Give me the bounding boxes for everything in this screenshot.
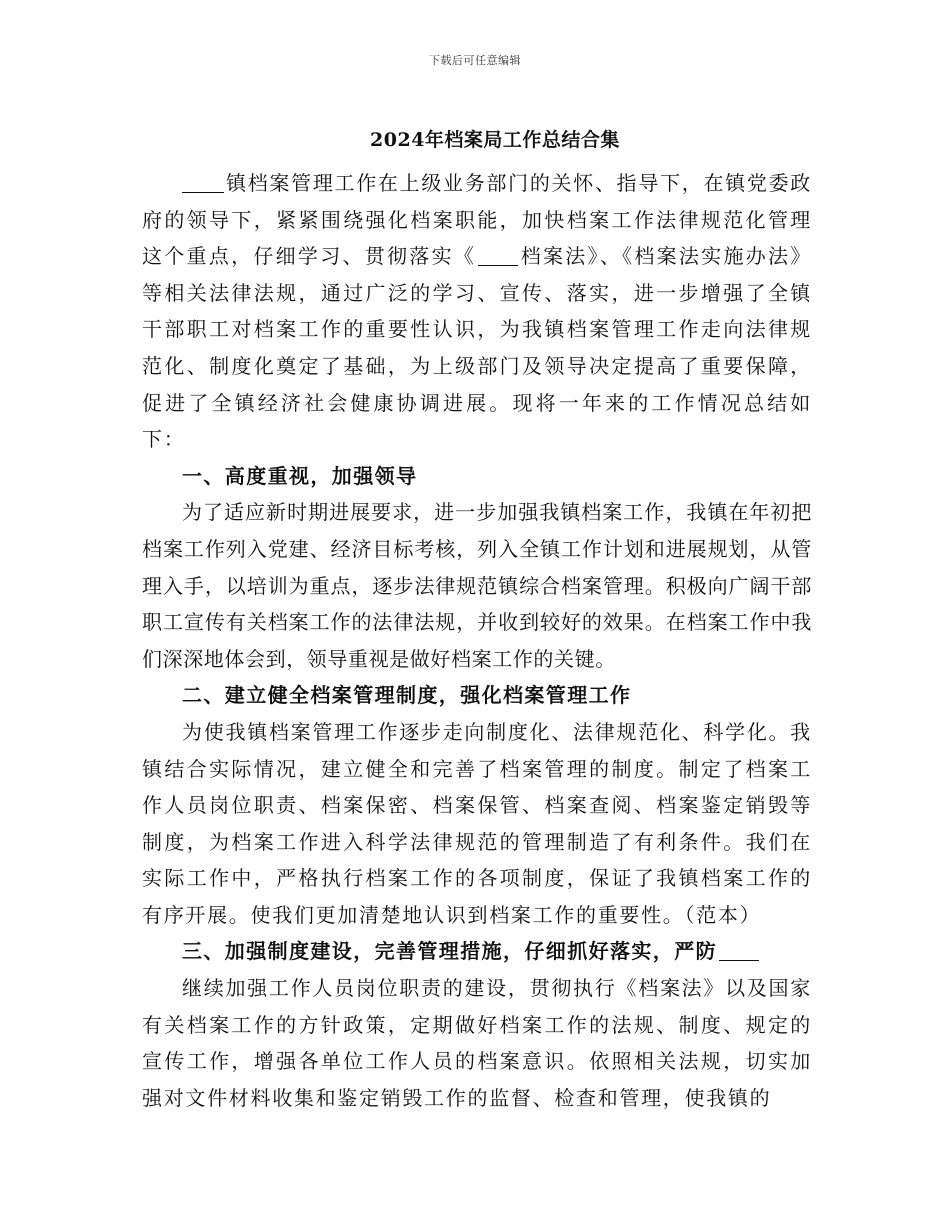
section-1-body: 为了适应新时期进展要求，进一步加强我镇档案工作，我镇在年初把档案工作列入党建、经济目标考核，列入全镇工作计划和进展规划，从管理入手，以培训为重点，逐步法律规范镇综合档案管理。积极向广阔干部职工宣传有关档案工作的法律法规，并收到较好的效果。在档案工作中我们深深地体会到，领导重视是做好档案工作的关键。 — [142, 500, 812, 671]
section-2-body: 为使我镇档案管理工作逐步走向制度化、法律规范化、科学化。我镇结合实际情况，建立健全和完善了档案管理的制度。制定了档案工作人员岗位职责、档案保密、档案保管、档案查阅、档案鉴定销毁等制度，为档案工作进入科学法律规范的管理制造了有利条件。我们在实际工作中，严格执行档案工作的各项制度，保证了我镇档案工作的有序开展。使我们更加清楚地认识到档案工作的重要性。（范本） — [142, 719, 812, 927]
blank-line — [182, 172, 224, 193]
header-note: 下载后可任意编辑 — [429, 54, 521, 67]
intro-paragraph — [142, 165, 812, 458]
intro-text-1: 镇档案管理工作在上级业务部门的关怀、指导下，在镇党委政府的领导下，紧紧围绕强化档案职能，加快档案工作法律规范化管理这个重点，仔细学习、贯彻落实《 — [142, 171, 812, 269]
section-2-heading: 二、建立健全档案管理制度，强化档案管理工作 — [182, 683, 632, 708]
section-3-heading — [142, 933, 812, 970]
section-3-heading-text: 三、加强制度建设，完善管理措施，仔细抓好落实，严防 — [182, 939, 717, 964]
document-body — [142, 165, 812, 1116]
blank-line — [478, 245, 518, 266]
document-title: 2024年档案局工作总结合集 — [370, 129, 620, 151]
section-1-heading: 一、高度重视，加强领导 — [182, 463, 418, 488]
blank-line — [719, 940, 759, 961]
intro-text-2: 档案法》、《档案法实施办法》等相关法律法规，通过广泛的学习、宣传、落实，进一步增强了全镇干部职工对档案工作的重要性认识，为我镇档案管理工作走向法律规范化、制度化奠定了基础，为上级部门及领导决定提高了重要保障，促进了全镇经济社会健康协调进展。现将一年来的工作情况总结如下： — [142, 244, 812, 452]
section-3-body: 继续加强工作人员岗位职责的建设，贯彻执行《档案法》以及国家有关档案工作的方针政策，定期做好档案工作的法规、制度、规定的宣传工作，增强各单位工作人员的档案意识。依照相关法规，切实加强对文件材料收集和鉴定销毁工作的监督、检查和管理，使我镇的 — [142, 976, 812, 1110]
